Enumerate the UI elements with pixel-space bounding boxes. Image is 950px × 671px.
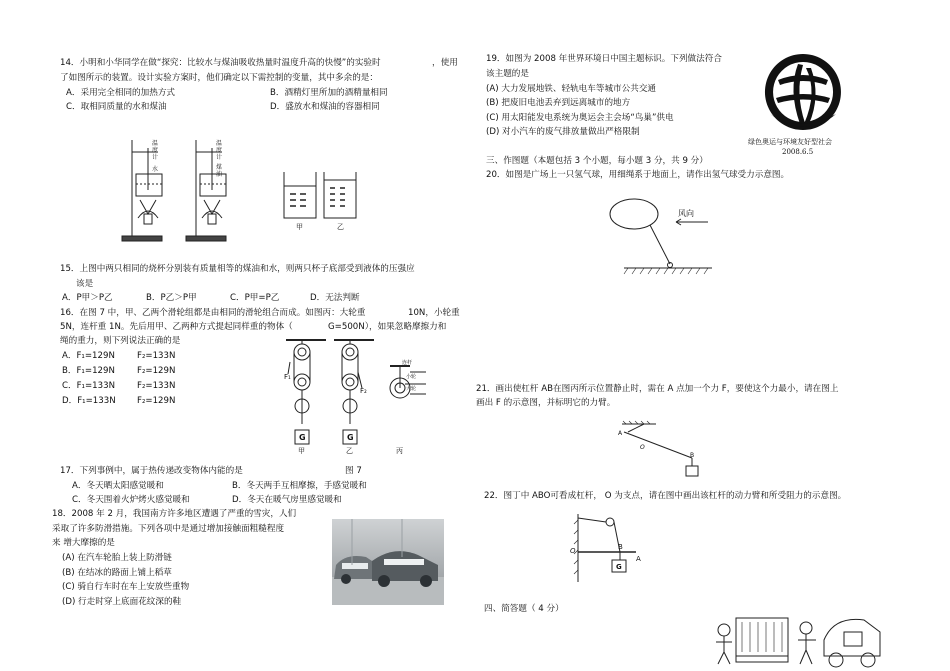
water-label: 水 (152, 166, 159, 173)
oil-label: 煤油 (216, 164, 223, 178)
q19-line2: 该主题的是 (486, 69, 529, 79)
thermometer-label-2: 温度计 (216, 140, 223, 161)
section-4-heading: 四、简答题（ 4 分） (484, 604, 564, 614)
q15-option-d: D．无法判断 (310, 293, 360, 303)
thermometer-label-1: 温度计 (152, 140, 159, 161)
q21-line2: 画出 F 的示意图，并标明它的力臂。 (476, 398, 616, 408)
q17-option-c: C．冬天围着火炉烤火感觉暖和 (72, 495, 190, 505)
q16-option-c1: C．F₁=133N (62, 381, 116, 391)
q16-option-b2: F₂=129N (137, 366, 176, 376)
q17-line1: 17．下列事例中，属于热传递改变物体内能的是 (60, 466, 243, 476)
q15-line2: 该是 (76, 279, 94, 289)
balloon-figure (604, 192, 716, 276)
wind-direction-label: 风向 (678, 209, 694, 218)
q14-option-d: D．盛放水和煤油的容器相同 (270, 102, 380, 112)
beaker-label-jia: 甲 (296, 223, 303, 231)
lever-point-b: B (690, 452, 695, 459)
q14-line2: 了如图所示的装置。设计实验方案时，他们确定以下需控制的变量，其中多余的是： (60, 73, 378, 83)
q22-line1: 22．图丁中 ABO可看成杠杆， O 为支点，请在图中画出该杠杆的动力臂和所受阻力的示意图。 (484, 491, 847, 501)
q16-line1-mid: 10N，小轮重 (408, 308, 460, 318)
environment-day-logo (748, 50, 858, 158)
q18-line2: 采取了许多防滑措施。下列各项中是通过增加接触面粗糙程度 (52, 524, 285, 534)
q16-line2: 5N，连杆重 1N。先后用甲、乙两种方式提起同样重的物体（ (60, 322, 293, 332)
q14-line1-tail: ，使用 (432, 58, 458, 68)
crane-lever-figure (570, 512, 654, 586)
q18-option-a: (A) 在汽车轮胎上装上防滑链 (62, 553, 172, 563)
q20-line1: 20．如图是广场上一只氢气球，用细绳系于地面上，请作出氢气球受力示意图。 (486, 170, 790, 180)
q19-option-a: (A) 大力发展地铁、轻轨电车等城市公共交通 (486, 84, 657, 94)
small-wheel-label: 小轮 (406, 374, 417, 380)
rod-label: 连杆 (402, 360, 413, 366)
crane-weight-g: G (616, 563, 622, 571)
q14-option-b: B．酒精灯里所加的酒精量相同 (270, 88, 388, 98)
pulley-label-jia: 甲 (298, 447, 305, 455)
q19-option-d: (D) 对小汽车的废气排放量做出严格限制 (486, 127, 640, 137)
q17-option-b: B．冬天两手互相摩擦，手感觉暖和 (232, 481, 367, 491)
q16-option-d2: F₂=129N (137, 396, 176, 406)
q15-option-b: B．P乙＞P甲 (146, 293, 197, 303)
q15-option-a: A．P甲＞P乙 (62, 293, 113, 303)
q16-line2-tail: G=500N），如果忽略摩擦力和 (328, 322, 447, 332)
big-wheel-label: 大轮 (406, 386, 417, 392)
q16-option-c2: F₂=133N (137, 381, 176, 391)
q16-option-d1: D．F₁=133N (62, 396, 116, 406)
logo-date: 2008.6.5 (782, 148, 814, 156)
crane-point-o: O (570, 547, 576, 555)
q16-line1: 16．在图 7 中，甲、乙两个滑轮组都是由相同的滑轮组合而成。如图丙：大轮重 (60, 308, 366, 318)
crane-point-b: B (618, 543, 623, 551)
section-3-heading: 三、作图题（本题包括 3 个小题，每小题 3 分，共 9 分） (486, 156, 708, 166)
q18-line3: 来 增大摩擦的是 (52, 538, 115, 548)
q15-option-c: C．P甲=P乙 (230, 293, 280, 303)
figure-7-caption: 图 7 (345, 466, 362, 476)
q15-line1: 15．上图中两只相同的烧杯分别装有质量相等的煤油和水，则两只杯子底部受到液体的压强应 (60, 264, 415, 274)
q14-option-c: C．取相同质量的水和煤油 (66, 102, 167, 112)
q18-option-b: (B) 在结冰的路面上铺上稻草 (62, 568, 172, 578)
q21-line1: 21．画出使杠杆 AB在图丙所示位置静止时，需在 A 点加一个力 F，要使这个力最小，请在图上 (476, 384, 839, 394)
q17-option-a: A．冬天晒太阳感觉暖和 (72, 481, 164, 491)
pulley-label-yi: 乙 (346, 447, 353, 455)
lever-point-o: O (640, 444, 645, 451)
q18-option-c: (C) 骑自行车时在车上安放些重物 (62, 582, 190, 592)
pulley-label-bing: 丙 (396, 447, 403, 455)
logo-caption: 绿色奥运与环境友好型社会 (748, 138, 832, 146)
q14-line1: 14．小明和小华同学在做“探究：比较水与煤油吸收热量时温度升高的快慢”的实验时 (60, 58, 381, 68)
lever-figure (616, 420, 706, 478)
q16-option-b1: B．F₁=129N (62, 366, 115, 376)
weight-label-2: G (347, 433, 354, 442)
q18-option-d: (D) 行走时穿上底面花纹深的鞋 (62, 597, 182, 607)
car-repair-cartoon (712, 610, 884, 668)
force-label-f2: F₂ (360, 387, 367, 395)
crane-point-a: A (636, 555, 641, 563)
q16-option-a2: F₂=133N (137, 351, 176, 361)
q19-option-c: (C) 用太阳能发电系统为奥运会主会场“鸟巢”供电 (486, 113, 674, 123)
weight-label-1: G (299, 433, 306, 442)
q19-line1: 19．如图为 2008 年世界环境日中国主题标识。下列做法符合 (486, 54, 722, 64)
q17-option-d: D．冬天在暖气房里感觉暖和 (232, 495, 342, 505)
force-label-f1: F₁ (284, 373, 291, 381)
pulley-figure (278, 336, 428, 464)
beakers-figure (282, 170, 362, 230)
q16-option-a1: A．F₁=129N (62, 351, 115, 361)
q16-line3: 绳的重力，则下列说法正确的是 (60, 336, 181, 346)
q14-option-a: A．采用完全相同的加热方式 (66, 88, 176, 98)
q18-line1: 18．2008 年 2 月，我国南方许多地区遭遇了严重的雪灾，人们 (52, 509, 297, 519)
beaker-label-yi: 乙 (337, 223, 344, 231)
q19-option-b: (B) 把废旧电池丢弃到远离城市的地方 (486, 98, 631, 108)
heating-apparatus-figure (118, 138, 248, 248)
snow-storm-photo (332, 519, 444, 605)
lever-point-a: A (618, 430, 623, 437)
